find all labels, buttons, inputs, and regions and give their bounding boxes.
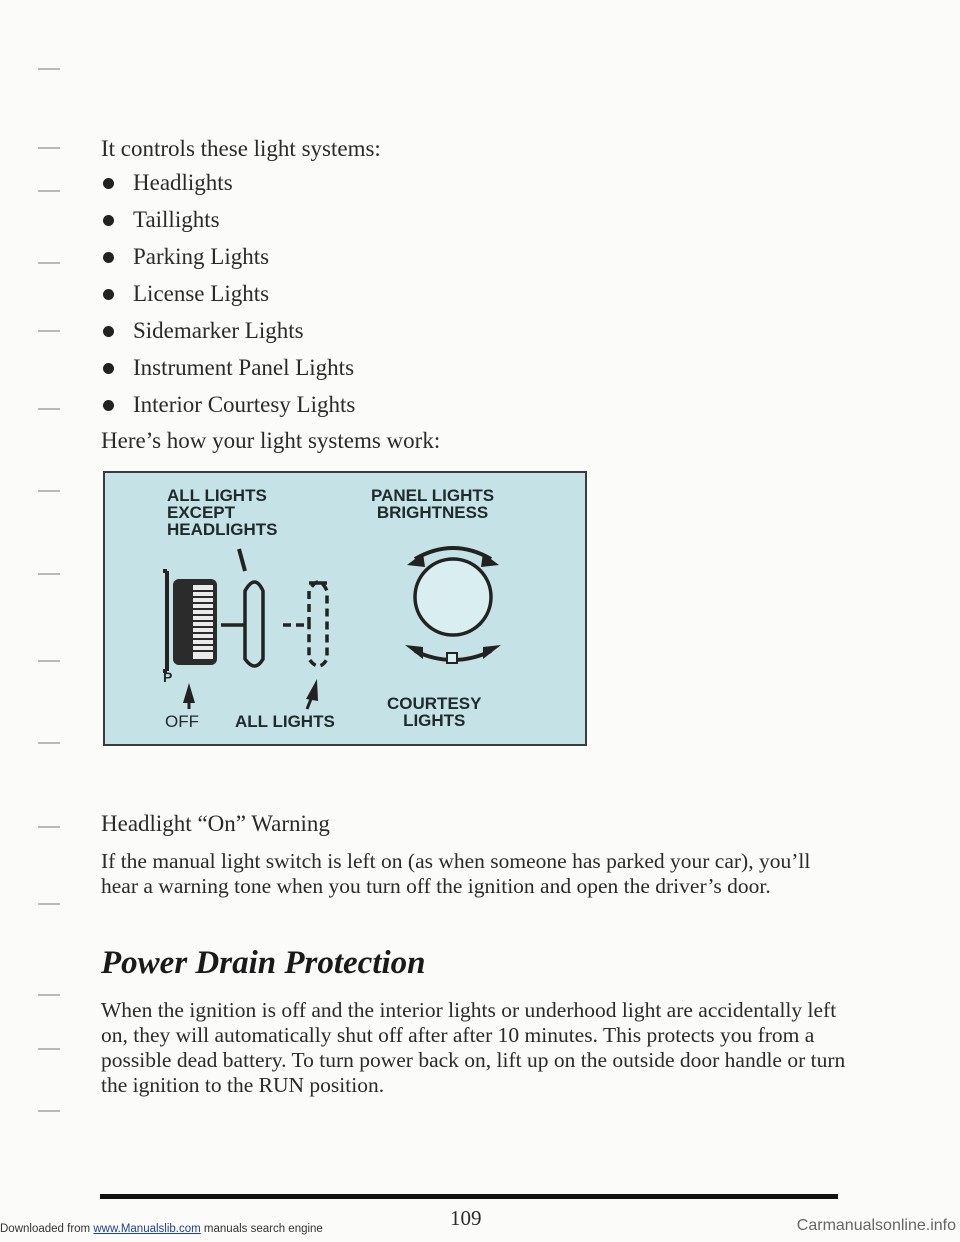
- page-number: 109: [450, 1206, 482, 1230]
- courtesy-lights-label: COURTESY LIGHTS: [387, 694, 482, 730]
- light-systems-list: [101, 166, 355, 425]
- warning-body: If the manual light switch is left on (as when someone has parked your car), you’ll hear a warning tone when you turn off the ignition and open the driver’s door.: [101, 849, 811, 898]
- bullet-icon: [103, 363, 114, 374]
- watermark-text: Carmanualsonline.info: [796, 1217, 956, 1234]
- list-item: Instrument Panel Lights: [101, 351, 355, 388]
- bullet-icon: [103, 400, 114, 411]
- list-item: Parking Lights: [101, 240, 355, 277]
- list-item: Taillights: [101, 203, 355, 240]
- section-title: Power Drain Protection: [101, 945, 426, 981]
- download-footer: [0, 1223, 323, 1235]
- all-lights-label: ALL LIGHTS: [235, 712, 335, 731]
- list-item: Headlights: [101, 166, 355, 203]
- panel-lights-label: PANEL LIGHTS BRIGHTNESS: [371, 486, 495, 522]
- bullet-icon: [103, 178, 114, 189]
- p-label: P: [163, 669, 173, 685]
- bullet-icon: [103, 289, 114, 300]
- list-item: Sidemarker Lights: [101, 314, 355, 351]
- section-body: When the ignition is off and the interior lights or underhood light are accidentally left on, they will automatically shut off after after 10 minutes. This protects you from a possible dead battery. To turn power back on, lift up on the outside door handle or turn the ignition to the RUN position.: [101, 998, 846, 1097]
- thumbwheel-icon: [163, 571, 217, 671]
- intro-text: It controls these light systems:: [101, 136, 381, 161]
- bullet-icon: [103, 252, 114, 263]
- bullet-icon: [103, 215, 114, 226]
- light-switch-diagram: [103, 471, 587, 746]
- list-item: Interior Courtesy Lights: [101, 388, 355, 425]
- all-lights-except-label: ALL LIGHTS EXCEPT HEADLIGHTS: [167, 486, 278, 539]
- detent-brackets: [221, 582, 327, 666]
- footer-rule: [100, 1194, 838, 1199]
- off-label: OFF: [165, 712, 199, 731]
- margin-marks: [38, 0, 68, 1242]
- warning-title: Headlight “On” Warning: [101, 811, 330, 836]
- pointer-line: [239, 549, 245, 571]
- footer-prefix: Downloaded from: [0, 1223, 91, 1235]
- off-arrow-icon: [183, 683, 195, 703]
- manualslib-link[interactable]: www.Manualslib.com: [93, 1223, 201, 1235]
- footer-tagline: manuals search engine: [203, 1223, 323, 1235]
- all-lights-arrow-icon: [306, 679, 318, 701]
- brightness-knob-icon: [405, 548, 501, 663]
- heres-how-text: Here’s how your light systems work:: [101, 428, 441, 453]
- list-item: License Lights: [101, 277, 355, 314]
- bullet-icon: [103, 326, 114, 337]
